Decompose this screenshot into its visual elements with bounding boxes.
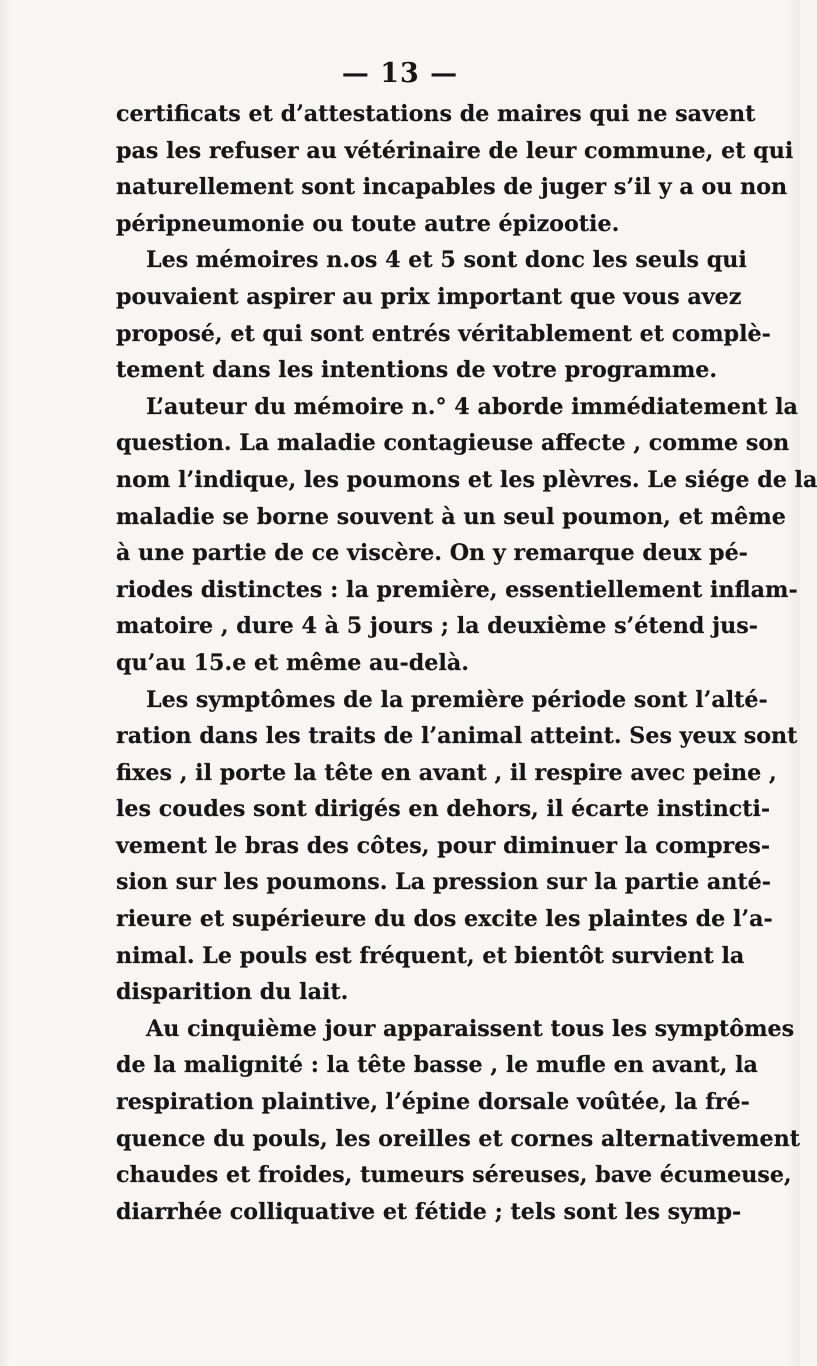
text-line: Les mémoires n.os 4 et 5 sont donc les seuls qui (146, 247, 747, 274)
text-line: respiration plaintive, l’épine dorsale voûtée, la fré- (116, 1089, 750, 1116)
text-line: nom l’indique, les poumons et les plèvres. Le siége de la (116, 466, 817, 493)
text-line: rieure et supérieure du dos excite les plaintes de l’a- (116, 906, 773, 933)
text-line: quence du pouls, les oreilles et cornes alternativement (116, 1125, 800, 1152)
text-line: à une partie de ce viscère. On y remarque deux pé- (116, 540, 748, 567)
text-line: qu’au 15.e et même au-delà. (116, 649, 469, 676)
text-line: pouvaient aspirer au prix important que vous avez (116, 283, 742, 310)
text-line: ration dans les traits de l’animal atteint. Ses yeux sont (116, 723, 798, 750)
page-number: — 13 — (341, 58, 459, 89)
text-line: Les symptômes de la première période sont l’alté- (146, 686, 768, 713)
text-line: tement dans les intentions de votre programme. (116, 357, 718, 384)
text-line: naturellement sont incapables de juger s’il y a ou non (116, 174, 788, 201)
paragraph-5 (116, 1011, 800, 1231)
text-line: chaudes et froides, tumeurs séreuses, bave écumeuse, (116, 1162, 792, 1189)
paragraph-2 (116, 242, 771, 388)
text-line: diarrhée colliquative et fétide ; tels sont les symp- (116, 1198, 742, 1225)
paragraph-3 (116, 389, 817, 682)
text-line: Au cinquième jour apparaissent tous les symptômes (146, 1015, 795, 1042)
paragraph-1 (116, 96, 794, 242)
text-line: maladie se borne souvent à un seul poumon, et même (116, 503, 786, 530)
text-line: sion sur les poumons. La pression sur la partie anté- (116, 869, 771, 896)
text-line: fixes , il porte la tête en avant , il respire avec peine , (116, 759, 777, 786)
paragraph-4 (116, 682, 798, 1011)
page-body-text (116, 96, 817, 1230)
text-line: certificats et d’attestations de maires qui ne savent (116, 101, 756, 127)
text-line: riodes distinctes : la première, essentiellement inflam- (116, 576, 798, 603)
text-line: péripneumonie ou toute autre épizootie. (116, 210, 620, 237)
text-line: disparition du lait. (116, 979, 349, 1006)
text-line: matoire , dure 4 à 5 jours ; la deuxième s’étend jus- (116, 613, 758, 640)
text-line: les coudes sont dirigés en dehors, il écarte instincti- (116, 796, 771, 823)
text-line: L’auteur du mémoire n.° 4 aborde immédiatement la (146, 393, 798, 420)
text-line: de la malignité : la tête basse , le mufle en avant, la (116, 1052, 758, 1079)
text-line: pas les refuser au vétérinaire de leur commune, et qui (116, 137, 794, 164)
text-line: nimal. Le pouls est fréquent, et bientôt survient la (116, 942, 745, 969)
text-line: vement le bras des côtes, pour diminuer la compres- (116, 832, 771, 859)
text-line: question. La maladie contagieuse affecte , comme son (116, 430, 790, 457)
text-line: proposé, et qui sont entrés véritablement et complè- (116, 320, 771, 347)
